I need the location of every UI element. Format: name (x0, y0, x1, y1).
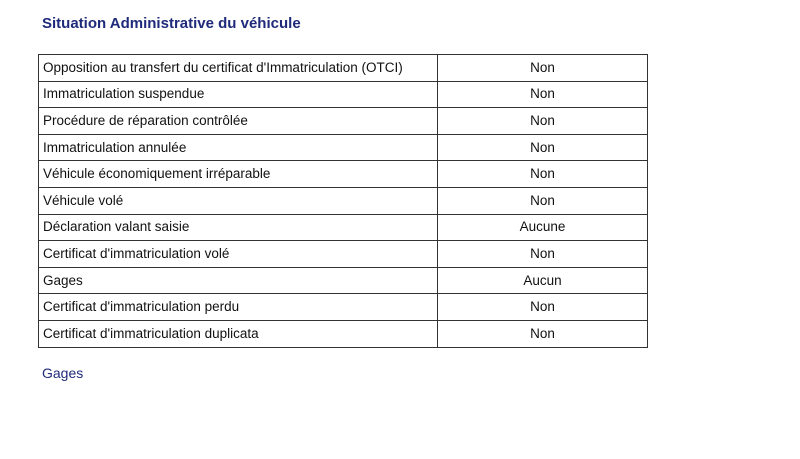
table-row (39, 294, 648, 321)
table-row (39, 187, 648, 214)
row-value: Aucune (438, 214, 648, 241)
table-row (39, 267, 648, 294)
table-row (39, 161, 648, 188)
row-label: Certificat d'immatriculation duplicata (39, 320, 438, 347)
table-row (39, 214, 648, 241)
row-label: Véhicule économiquement irréparable (39, 161, 438, 188)
row-label: Gages (39, 267, 438, 294)
row-label: Véhicule volé (39, 187, 438, 214)
row-value: Non (438, 81, 648, 108)
row-value: Non (438, 241, 648, 268)
row-value: Non (438, 55, 648, 82)
row-value: Non (438, 161, 648, 188)
table-row (39, 134, 648, 161)
table-row (39, 55, 648, 82)
row-label: Opposition au transfert du certificat d'Immatriculation (OTCI) (39, 55, 438, 82)
row-value: Aucun (438, 267, 648, 294)
row-value: Non (438, 320, 648, 347)
row-value: Non (438, 134, 648, 161)
row-label: Certificat d'immatriculation volé (39, 241, 438, 268)
row-label: Déclaration valant saisie (39, 214, 438, 241)
table-row (39, 81, 648, 108)
gages-section-link[interactable]: Gages (42, 365, 84, 381)
row-value: Non (438, 108, 648, 135)
row-label: Immatriculation suspendue (39, 81, 438, 108)
vehicle-status-table (38, 54, 648, 348)
section-title: Situation Administrative du véhicule (42, 15, 301, 32)
table-row (39, 108, 648, 135)
table-row (39, 241, 648, 268)
row-label: Certificat d'immatriculation perdu (39, 294, 438, 321)
table-row (39, 320, 648, 347)
row-value: Non (438, 294, 648, 321)
row-value: Non (438, 187, 648, 214)
row-label: Procédure de réparation contrôlée (39, 108, 438, 135)
row-label: Immatriculation annulée (39, 134, 438, 161)
